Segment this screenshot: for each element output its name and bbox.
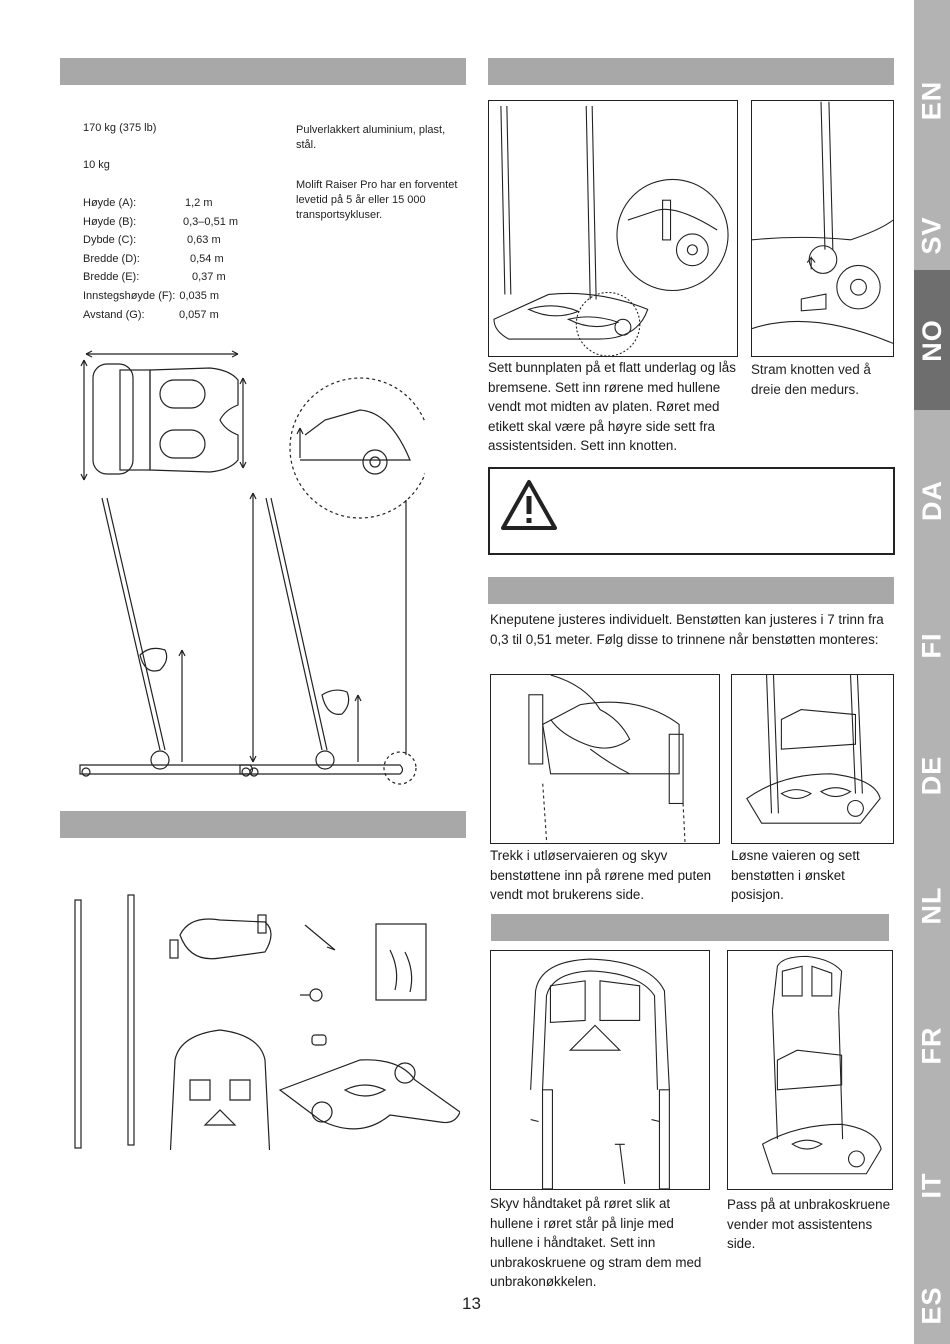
handle-figure-1	[490, 950, 710, 1190]
handle-figure-2	[727, 950, 893, 1190]
spec-value: 0,37 m	[192, 271, 226, 284]
assembly-header-bar	[488, 58, 894, 85]
handle-header-bar	[491, 914, 889, 941]
spec-row	[83, 231, 238, 250]
spec-row	[83, 287, 238, 306]
spec-value: 0,63 m	[187, 234, 221, 247]
tab-label: ES	[916, 1285, 947, 1325]
spec-value: 1,2 m	[185, 197, 213, 209]
spec-row	[83, 194, 238, 213]
tab-label: DE	[916, 755, 947, 795]
spec-row	[83, 306, 238, 325]
spec-label: Avstand (G):	[83, 308, 145, 321]
spec-row	[83, 268, 238, 287]
spec-dimensions	[83, 194, 238, 324]
spec-value: 0,057 m	[179, 308, 219, 321]
parts-drawing	[60, 880, 460, 1150]
knee-intro-text: Kneputene justeres individuelt. Benstøtten kan justeres i 7 trinn fra 0,3 til 0,51 meter. Følg disse to trinnene når benstøtten monteres:	[490, 612, 884, 647]
tab-en[interactable]	[914, 25, 950, 175]
spec-value: 0,035 m	[179, 289, 220, 302]
tab-da[interactable]	[914, 425, 950, 575]
tab-label: DA	[916, 479, 947, 521]
spec-label: Høyde (B):	[83, 215, 137, 228]
spec-lifetime: Molift Raiser Pro har en forventet levetid på 5 år eller 15 000 transportsykluser.	[296, 179, 458, 221]
spec-weight: 10 kg	[83, 159, 110, 171]
tab-no[interactable]	[914, 270, 950, 410]
tab-label: NL	[916, 886, 947, 924]
spec-value: 0,54 m	[190, 252, 224, 265]
tab-label: FI	[916, 632, 947, 658]
tab-fr[interactable]	[914, 970, 950, 1120]
tab-fi[interactable]	[914, 570, 950, 720]
parts-header-bar	[60, 811, 466, 838]
spec-label: Bredde (E):	[83, 271, 140, 284]
handle-step-2-text: Pass på at unbrakoskruene vender mot assistentens side.	[727, 1197, 891, 1251]
page-number: 13	[462, 1294, 481, 1313]
spec-label: Høyde (A):	[83, 197, 137, 209]
assembly-step-2-text: Stram knotten ved å dreie den medurs.	[751, 362, 871, 397]
knee-figure-2	[731, 674, 894, 844]
tab-label: EN	[916, 80, 947, 120]
knee-figure-1	[490, 674, 720, 844]
spec-label: Bredde (D):	[83, 252, 140, 265]
handle-step-1-text: Skyv håndtaket på røret slik at hullene i røret står på linje med hullene i håndtaket. Sett inn unbrakoskruene og stram dem med unbrakonøkkelen.	[490, 1196, 702, 1289]
tab-label: IT	[916, 1172, 947, 1198]
tab-label: FR	[916, 1026, 947, 1064]
tab-label: NO	[916, 318, 947, 362]
knee-step-2-text: Løsne vaieren og sett benstøtten i ønsket posisjon.	[731, 848, 860, 902]
spec-row	[83, 250, 238, 269]
language-tabs	[914, 0, 950, 1344]
tab-es[interactable]	[914, 1230, 950, 1344]
spec-weight-max: 170 kg (375 lb)	[83, 122, 157, 134]
specs-header-bar	[60, 58, 466, 85]
tab-nl[interactable]	[914, 830, 950, 980]
warning-box	[488, 467, 895, 555]
spec-label: Innstegshøyde (F):	[83, 289, 176, 302]
spec-row	[83, 213, 238, 232]
tab-label: SV	[916, 215, 947, 255]
tab-de[interactable]	[914, 700, 950, 850]
warning-icon	[500, 479, 558, 531]
spec-label: Dybde (C):	[83, 234, 137, 247]
spec-material: Pulverlakkert aluminium, plast, stål.	[296, 124, 446, 151]
assembly-figure-1	[488, 100, 738, 357]
knee-step-1-text: Trekk i utløservaieren og skyv benstøttene inn på rørene med puten vendt mot brukerens side.	[490, 848, 712, 902]
spec-value: 0,3–0,51 m	[183, 215, 239, 228]
assembly-figure-2	[751, 100, 894, 357]
dimension-drawing	[60, 350, 425, 790]
knee-header-bar	[488, 577, 894, 604]
assembly-step-1-text: Sett bunnplaten på et flatt underlag og lås bremsene. Sett inn rørene med hullene vendt mot midten av platen. Røret med etikett skal være på høyre side sett fra assistentsiden. Sett inn knotten.	[488, 360, 736, 453]
